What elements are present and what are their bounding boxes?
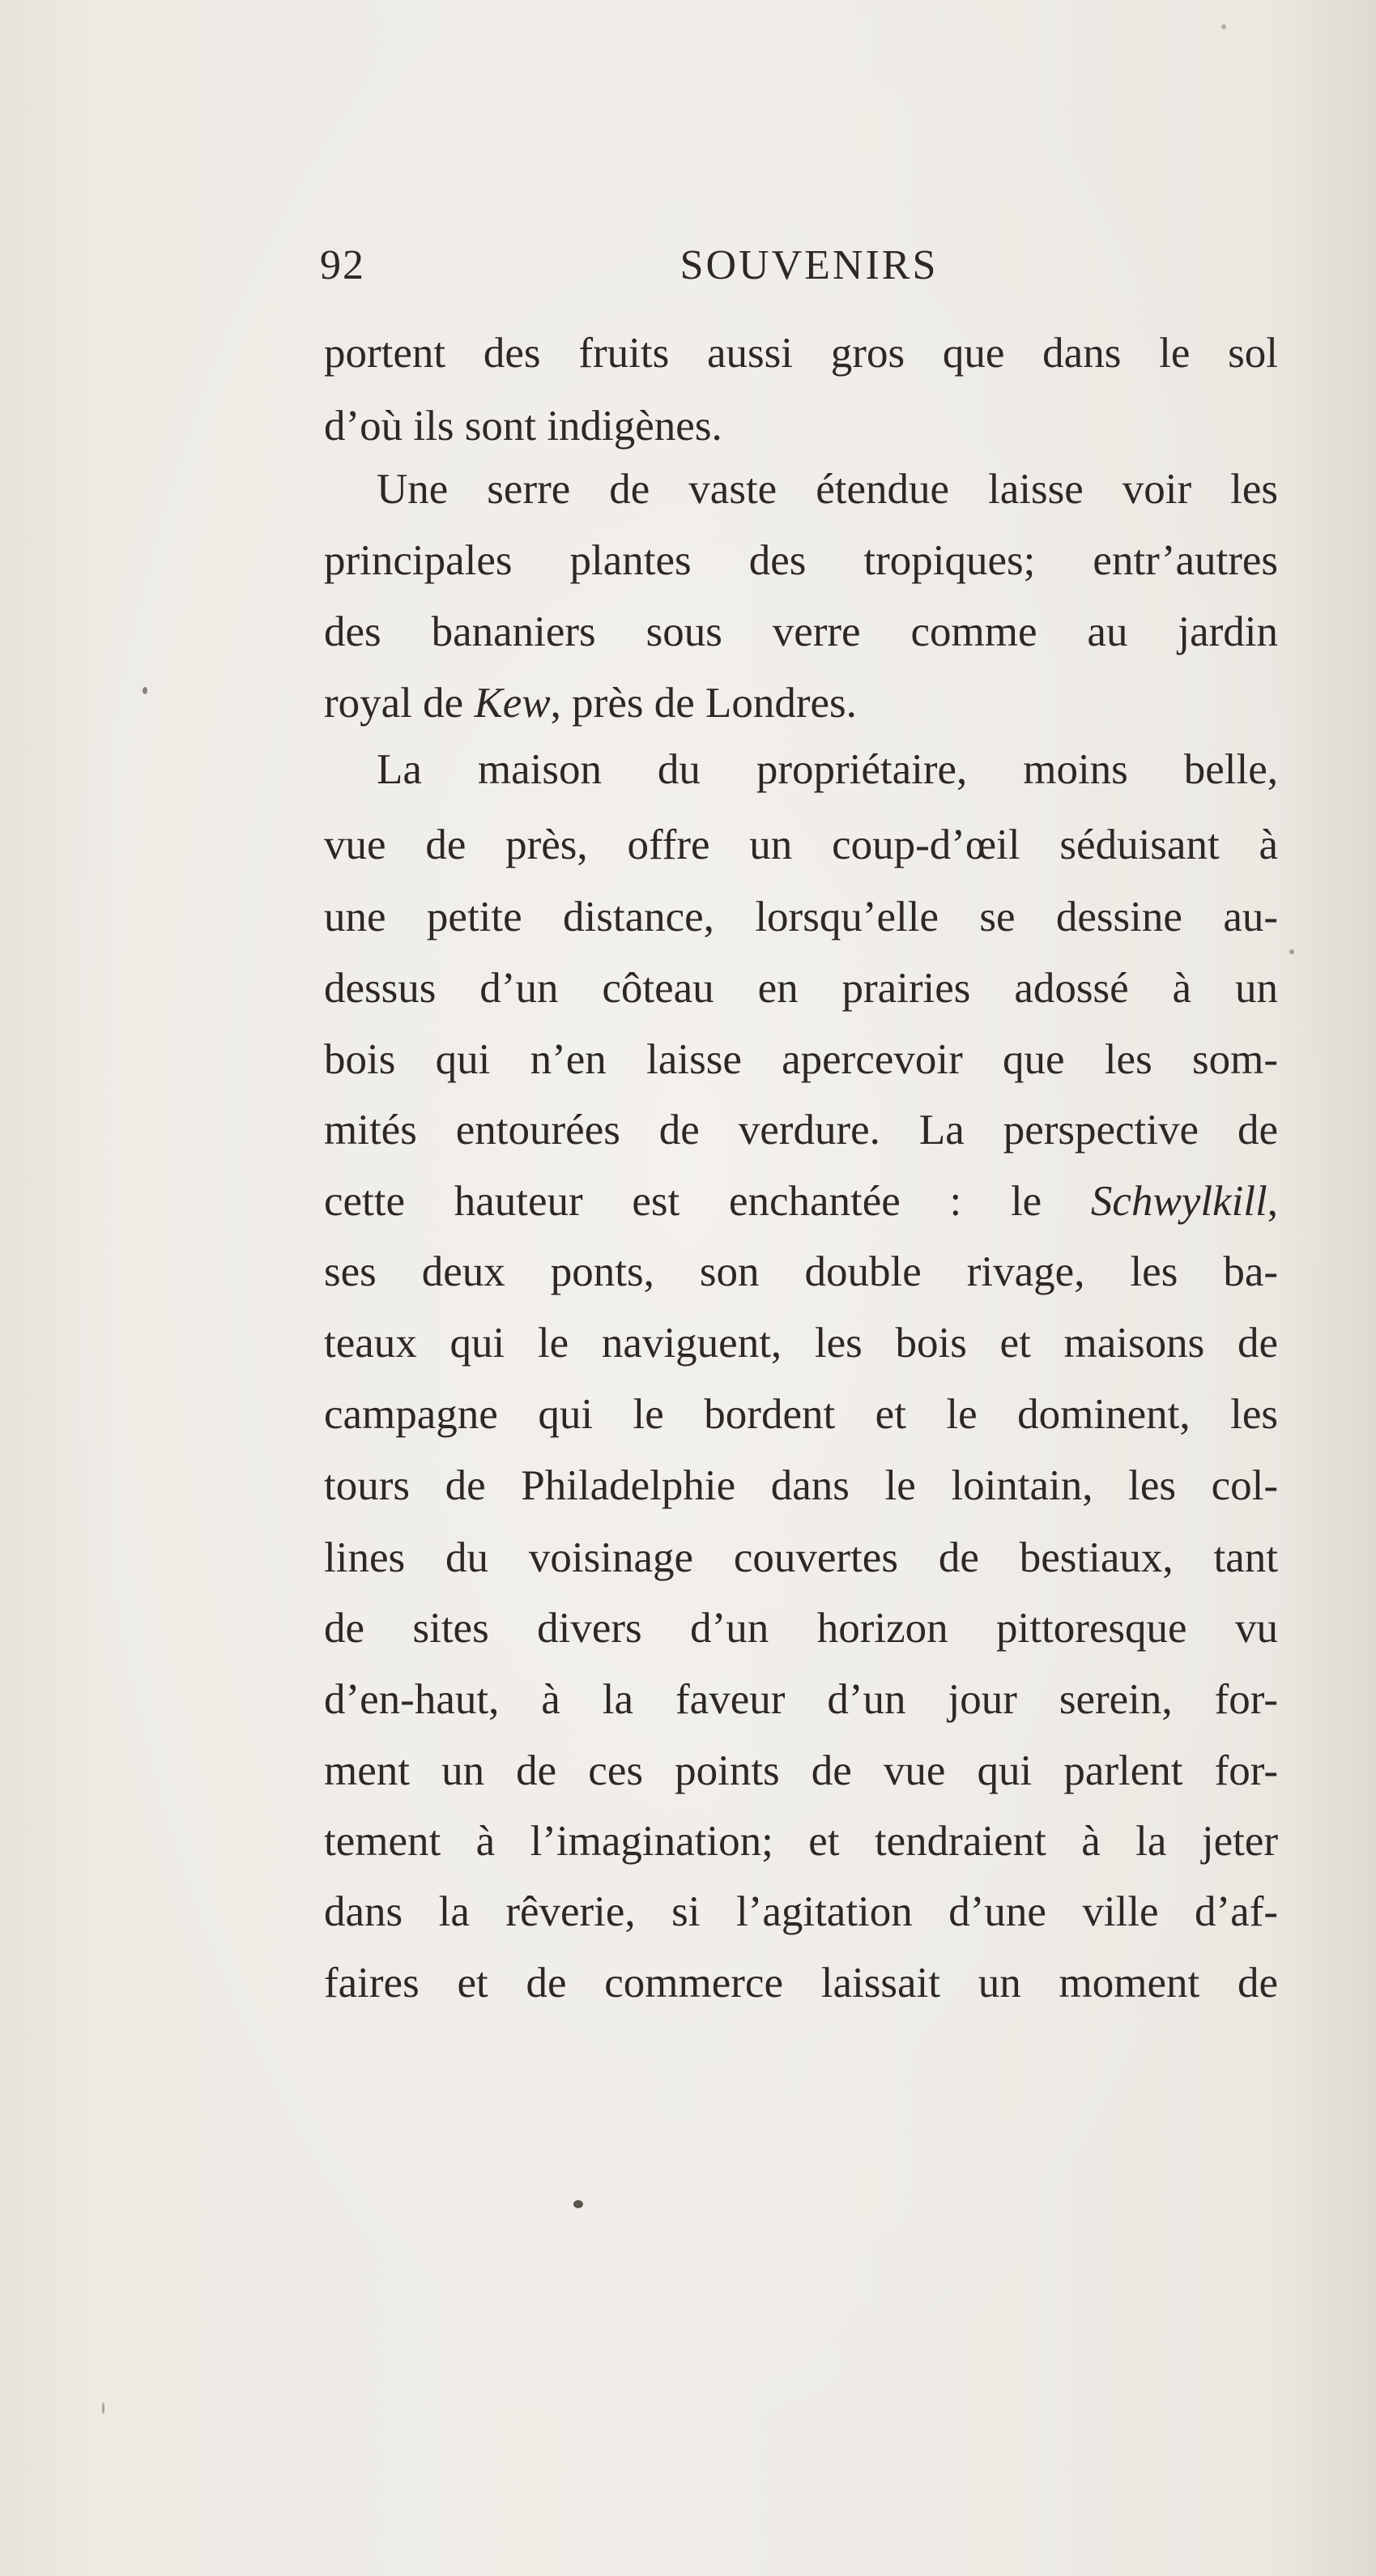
text-line: ses deux ponts, son double rivage, les ba-: [324, 1248, 1278, 1295]
running-title: SOUVENIRS: [679, 242, 939, 288]
text-line: tours de Philadelphie dans le lointain, les col-: [324, 1462, 1278, 1509]
page-number: 92: [320, 242, 365, 288]
text-line: teaux qui le naviguent, les bois et maisons de: [324, 1320, 1278, 1367]
text-line: cette hauteur est enchantée : le Schwylkill,: [324, 1178, 1278, 1225]
text-line: dessus d’un côteau en prairies adossé à un: [324, 965, 1278, 1012]
text-line: portent des fruits aussi gros que dans le sol: [324, 330, 1278, 377]
text-line: mités entourées de verdure. La perspective de: [324, 1107, 1278, 1154]
text-line: vue de près, offre un coup-d’œil séduisant à: [324, 821, 1278, 868]
text-line: dans la rêverie, si l’agitation d’une ville d’af-: [324, 1888, 1278, 1935]
text-line: d’où ils sont indigènes.: [324, 403, 722, 450]
text-line: des bananiers sous verre comme au jardin: [324, 608, 1278, 655]
text-line: lines du voisinage couvertes de bestiaux, tant: [324, 1534, 1278, 1581]
text-line: bois qui n’en laisse apercevoir que les som-: [324, 1036, 1278, 1083]
running-head: [320, 237, 1277, 301]
text-line: une petite distance, lorsqu’elle se dessine au-: [324, 893, 1278, 940]
text-line: campagne qui le bordent et le dominent, les: [324, 1391, 1278, 1438]
text-line: royal de Kew, près de Londres.: [324, 680, 857, 727]
paper-speck: [573, 2200, 583, 2208]
paragraph-first-line: Une serre de vaste étendue laisse voir les: [377, 466, 1278, 513]
paragraph-first-line: La maison du propriétaire, moins belle,: [377, 746, 1278, 793]
text-line: faires et de commerce laissait un moment de: [324, 1960, 1278, 2007]
paper-speck: [1221, 24, 1226, 29]
paper-speck: [102, 2403, 104, 2414]
text-line: d’en-haut, à la faveur d’un jour serein, for-: [324, 1676, 1278, 1723]
text-line: tement à l’imagination; et tendraient à la jeter: [324, 1818, 1278, 1865]
italic-place-name: Kew: [474, 680, 551, 727]
text-line: principales plantes des tropiques; entr’autres: [324, 537, 1278, 584]
italic-place-name: Schwylkill: [1090, 1178, 1267, 1225]
text-line: de sites divers d’un horizon pittoresque vu: [324, 1605, 1278, 1652]
text-line: ment un de ces points de vue qui parlent for-: [324, 1747, 1278, 1794]
paper-speck: [143, 687, 147, 694]
paper-speck: [1289, 949, 1294, 954]
